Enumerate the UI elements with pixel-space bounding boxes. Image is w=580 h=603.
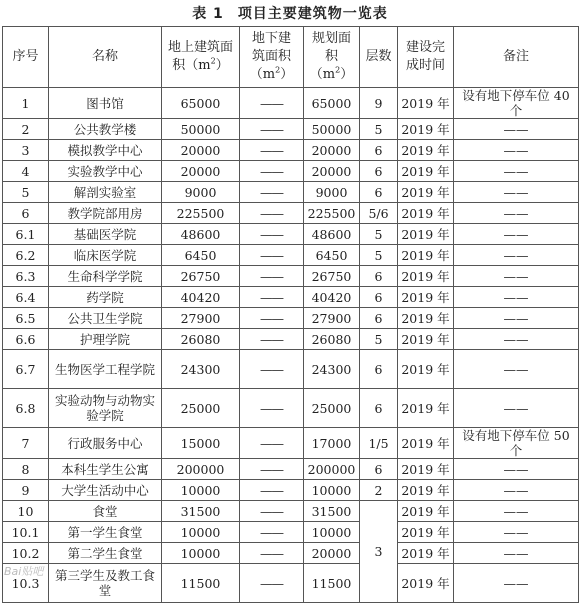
cell-floors: 5 (360, 119, 398, 140)
cell-above: 10000 (162, 480, 240, 501)
cell-name: 图书馆 (49, 88, 162, 119)
cell-floors: 1/5 (360, 428, 398, 459)
header-below: 地下建 筑面积 $(m^2)$ (240, 27, 304, 88)
cell-no: 4 (3, 161, 49, 182)
table-row (3, 329, 579, 350)
cell-above: 10000 (162, 522, 240, 543)
cell-name: 实验动物与动物实验学院 (49, 389, 162, 428)
cell-remark: —— (454, 350, 579, 389)
cell-floors: 6 (360, 287, 398, 308)
cell-no: 6.6 (3, 329, 49, 350)
cell-below: —— (240, 428, 304, 459)
cell-name: 食堂 (49, 501, 162, 522)
cell-above: 20000 (162, 161, 240, 182)
cell-remark: —— (454, 140, 579, 161)
cell-year: 2019 年 (398, 203, 454, 224)
cell-below: —— (240, 140, 304, 161)
table-row (3, 287, 579, 308)
cell-remark: —— (454, 182, 579, 203)
cell-year: 2019 年 (398, 564, 454, 603)
header-above: 地上建筑面积$(m^2)$ (162, 27, 240, 88)
cell-below: —— (240, 480, 304, 501)
cell-remark: —— (454, 543, 579, 564)
cell-name: 公共卫生学院 (49, 308, 162, 329)
cell-below: —— (240, 287, 304, 308)
cell-below: —— (240, 389, 304, 428)
cell-year: 2019 年 (398, 428, 454, 459)
table-row (3, 182, 579, 203)
cell-name: 生命科学学院 (49, 266, 162, 287)
cell-no: 6.4 (3, 287, 49, 308)
cell-year: 2019 年 (398, 266, 454, 287)
cell-below: —— (240, 161, 304, 182)
cell-no: 10.3 (3, 564, 49, 603)
cell-above: 15000 (162, 428, 240, 459)
cell-planned: 225500 (304, 203, 360, 224)
table-row (3, 245, 579, 266)
table-row (3, 119, 579, 140)
cell-above: 27900 (162, 308, 240, 329)
cell-above: 26080 (162, 329, 240, 350)
cell-planned: 27900 (304, 308, 360, 329)
cell-remark: —— (454, 389, 579, 428)
header-name: 名称 (49, 27, 162, 88)
cell-remark: —— (454, 459, 579, 480)
caption-text: 项目主要建筑物一览表 (237, 6, 388, 22)
cell-year: 2019 年 (398, 459, 454, 480)
cell-year: 2019 年 (398, 182, 454, 203)
cell-planned: 9000 (304, 182, 360, 203)
cell-planned: 20000 (304, 140, 360, 161)
cell-remark: —— (454, 287, 579, 308)
cell-name: 护理学院 (49, 329, 162, 350)
cell-planned: 200000 (304, 459, 360, 480)
cell-year: 2019 年 (398, 287, 454, 308)
cell-name: 公共教学楼 (49, 119, 162, 140)
cell-planned: 20000 (304, 543, 360, 564)
cell-name: 行政服务中心 (49, 428, 162, 459)
cell-no: 10.1 (3, 522, 49, 543)
cell-planned: 20000 (304, 161, 360, 182)
cell-name: 药学院 (49, 287, 162, 308)
table-caption (0, 0, 580, 26)
table-row (3, 501, 579, 522)
cell-planned: 48600 (304, 224, 360, 245)
table-row (3, 140, 579, 161)
cell-no: 6.1 (3, 224, 49, 245)
table-body (3, 88, 579, 603)
cell-above: 225500 (162, 203, 240, 224)
table-row (3, 308, 579, 329)
cell-year: 2019 年 (398, 119, 454, 140)
cell-year: 2019 年 (398, 501, 454, 522)
cell-name: 本科生学生公寓 (49, 459, 162, 480)
cell-above: 26750 (162, 266, 240, 287)
cell-above: 24300 (162, 350, 240, 389)
cell-planned: 17000 (304, 428, 360, 459)
table-row (3, 522, 579, 543)
cell-above: 200000 (162, 459, 240, 480)
cell-below: —— (240, 459, 304, 480)
cell-name: 临床医学院 (49, 245, 162, 266)
cell-no: 9 (3, 480, 49, 501)
table-row (3, 459, 579, 480)
cell-no: 10 (3, 501, 49, 522)
cell-floors: 6 (360, 182, 398, 203)
cell-name: 生物医学工程学院 (49, 350, 162, 389)
table-row (3, 564, 579, 603)
cell-remark: —— (454, 119, 579, 140)
table-row (3, 389, 579, 428)
cell-no: 7 (3, 428, 49, 459)
cell-floors: 5 (360, 224, 398, 245)
table-row (3, 88, 579, 119)
cell-no: 8 (3, 459, 49, 480)
cell-below: —— (240, 308, 304, 329)
cell-no: 6.3 (3, 266, 49, 287)
caption-number: 表 1 (192, 6, 224, 22)
cell-planned: 25000 (304, 389, 360, 428)
cell-above: 40420 (162, 287, 240, 308)
header-completion: 建设完成时间 (398, 27, 454, 88)
cell-name: 解剖实验室 (49, 182, 162, 203)
cell-year: 2019 年 (398, 88, 454, 119)
cell-remark: —— (454, 329, 579, 350)
cell-remark: —— (454, 522, 579, 543)
cell-below: —— (240, 522, 304, 543)
cell-floors: 6 (360, 140, 398, 161)
cell-no: 2 (3, 119, 49, 140)
cell-year: 2019 年 (398, 522, 454, 543)
cell-floors: 5 (360, 329, 398, 350)
cell-no: 6.7 (3, 350, 49, 389)
table-row (3, 224, 579, 245)
cell-year: 2019 年 (398, 224, 454, 245)
cell-remark: —— (454, 245, 579, 266)
cell-no: 6.2 (3, 245, 49, 266)
cell-year: 2019 年 (398, 140, 454, 161)
cell-remark: —— (454, 266, 579, 287)
header-row (3, 27, 579, 88)
cell-remark: 设有地下停车位 40 个 (454, 88, 579, 119)
cell-below: —— (240, 564, 304, 603)
cell-name: 模拟教学中心 (49, 140, 162, 161)
cell-floors: 5/6 (360, 203, 398, 224)
cell-year: 2019 年 (398, 350, 454, 389)
cell-no: 3 (3, 140, 49, 161)
cell-planned: 10000 (304, 480, 360, 501)
table-row (3, 161, 579, 182)
cell-name: 教学院部用房 (49, 203, 162, 224)
cell-name: 实验教学中心 (49, 161, 162, 182)
cell-above: 10000 (162, 543, 240, 564)
table-row (3, 266, 579, 287)
cell-remark: —— (454, 224, 579, 245)
cell-below: —— (240, 266, 304, 287)
table-row (3, 203, 579, 224)
cell-above: 48600 (162, 224, 240, 245)
header-planned: 规划面积$(m^2)$ (304, 27, 360, 88)
header-remark: 备注 (454, 27, 579, 88)
cell-above: 50000 (162, 119, 240, 140)
cell-floors: 6 (360, 161, 398, 182)
cell-planned: 24300 (304, 350, 360, 389)
cell-floors: 6 (360, 459, 398, 480)
cell-year: 2019 年 (398, 480, 454, 501)
watermark: Bai贴吧 (4, 565, 44, 578)
cell-below: —— (240, 119, 304, 140)
cell-floors: 6 (360, 266, 398, 287)
cell-year: 2019 年 (398, 329, 454, 350)
cell-planned: 26080 (304, 329, 360, 350)
cell-planned: 6450 (304, 245, 360, 266)
cell-remark: 设有地下停车位 50 个 (454, 428, 579, 459)
cell-floors: 5 (360, 245, 398, 266)
cell-above: 9000 (162, 182, 240, 203)
cell-below: —— (240, 203, 304, 224)
cell-no: 5 (3, 182, 49, 203)
cell-below: —— (240, 245, 304, 266)
cell-no: 6.5 (3, 308, 49, 329)
cell-remark: —— (454, 203, 579, 224)
cell-planned: 10000 (304, 522, 360, 543)
cell-planned: 40420 (304, 287, 360, 308)
cell-below: —— (240, 329, 304, 350)
cell-planned: 26750 (304, 266, 360, 287)
cell-planned: 65000 (304, 88, 360, 119)
cell-floors: 3 (360, 501, 398, 603)
cell-above: 6450 (162, 245, 240, 266)
cell-remark: —— (454, 161, 579, 182)
cell-below: —— (240, 224, 304, 245)
cell-remark: —— (454, 564, 579, 603)
cell-planned: 50000 (304, 119, 360, 140)
cell-planned: 11500 (304, 564, 360, 603)
table-row (3, 480, 579, 501)
cell-name: 大学生活动中心 (49, 480, 162, 501)
cell-name: 第二学生食堂 (49, 543, 162, 564)
cell-planned: 31500 (304, 501, 360, 522)
cell-remark: —— (454, 480, 579, 501)
cell-above: 11500 (162, 564, 240, 603)
cell-floors: 9 (360, 88, 398, 119)
cell-no: 10.2 (3, 543, 49, 564)
cell-floors: 6 (360, 308, 398, 329)
table-row (3, 428, 579, 459)
buildings-table (2, 26, 579, 603)
cell-above: 25000 (162, 389, 240, 428)
cell-below: —— (240, 543, 304, 564)
cell-remark: —— (454, 501, 579, 522)
cell-floors: 2 (360, 480, 398, 501)
cell-floors: 6 (360, 350, 398, 389)
cell-below: —— (240, 182, 304, 203)
cell-no: 6 (3, 203, 49, 224)
cell-above: 65000 (162, 88, 240, 119)
cell-name: 第三学生及教工食堂 (49, 564, 162, 603)
cell-remark: —— (454, 308, 579, 329)
cell-below: —— (240, 88, 304, 119)
header-floors: 层数 (360, 27, 398, 88)
cell-year: 2019 年 (398, 308, 454, 329)
cell-year: 2019 年 (398, 161, 454, 182)
cell-above: 20000 (162, 140, 240, 161)
cell-no: 1 (3, 88, 49, 119)
cell-year: 2019 年 (398, 543, 454, 564)
cell-year: 2019 年 (398, 389, 454, 428)
cell-no: 6.8 (3, 389, 49, 428)
header-no: 序号 (3, 27, 49, 88)
table-row (3, 543, 579, 564)
cell-year: 2019 年 (398, 245, 454, 266)
cell-name: 第一学生食堂 (49, 522, 162, 543)
cell-below: —— (240, 350, 304, 389)
cell-floors: 6 (360, 389, 398, 428)
cell-below: —— (240, 501, 304, 522)
table-row (3, 350, 579, 389)
cell-name: 基础医学院 (49, 224, 162, 245)
cell-above: 31500 (162, 501, 240, 522)
